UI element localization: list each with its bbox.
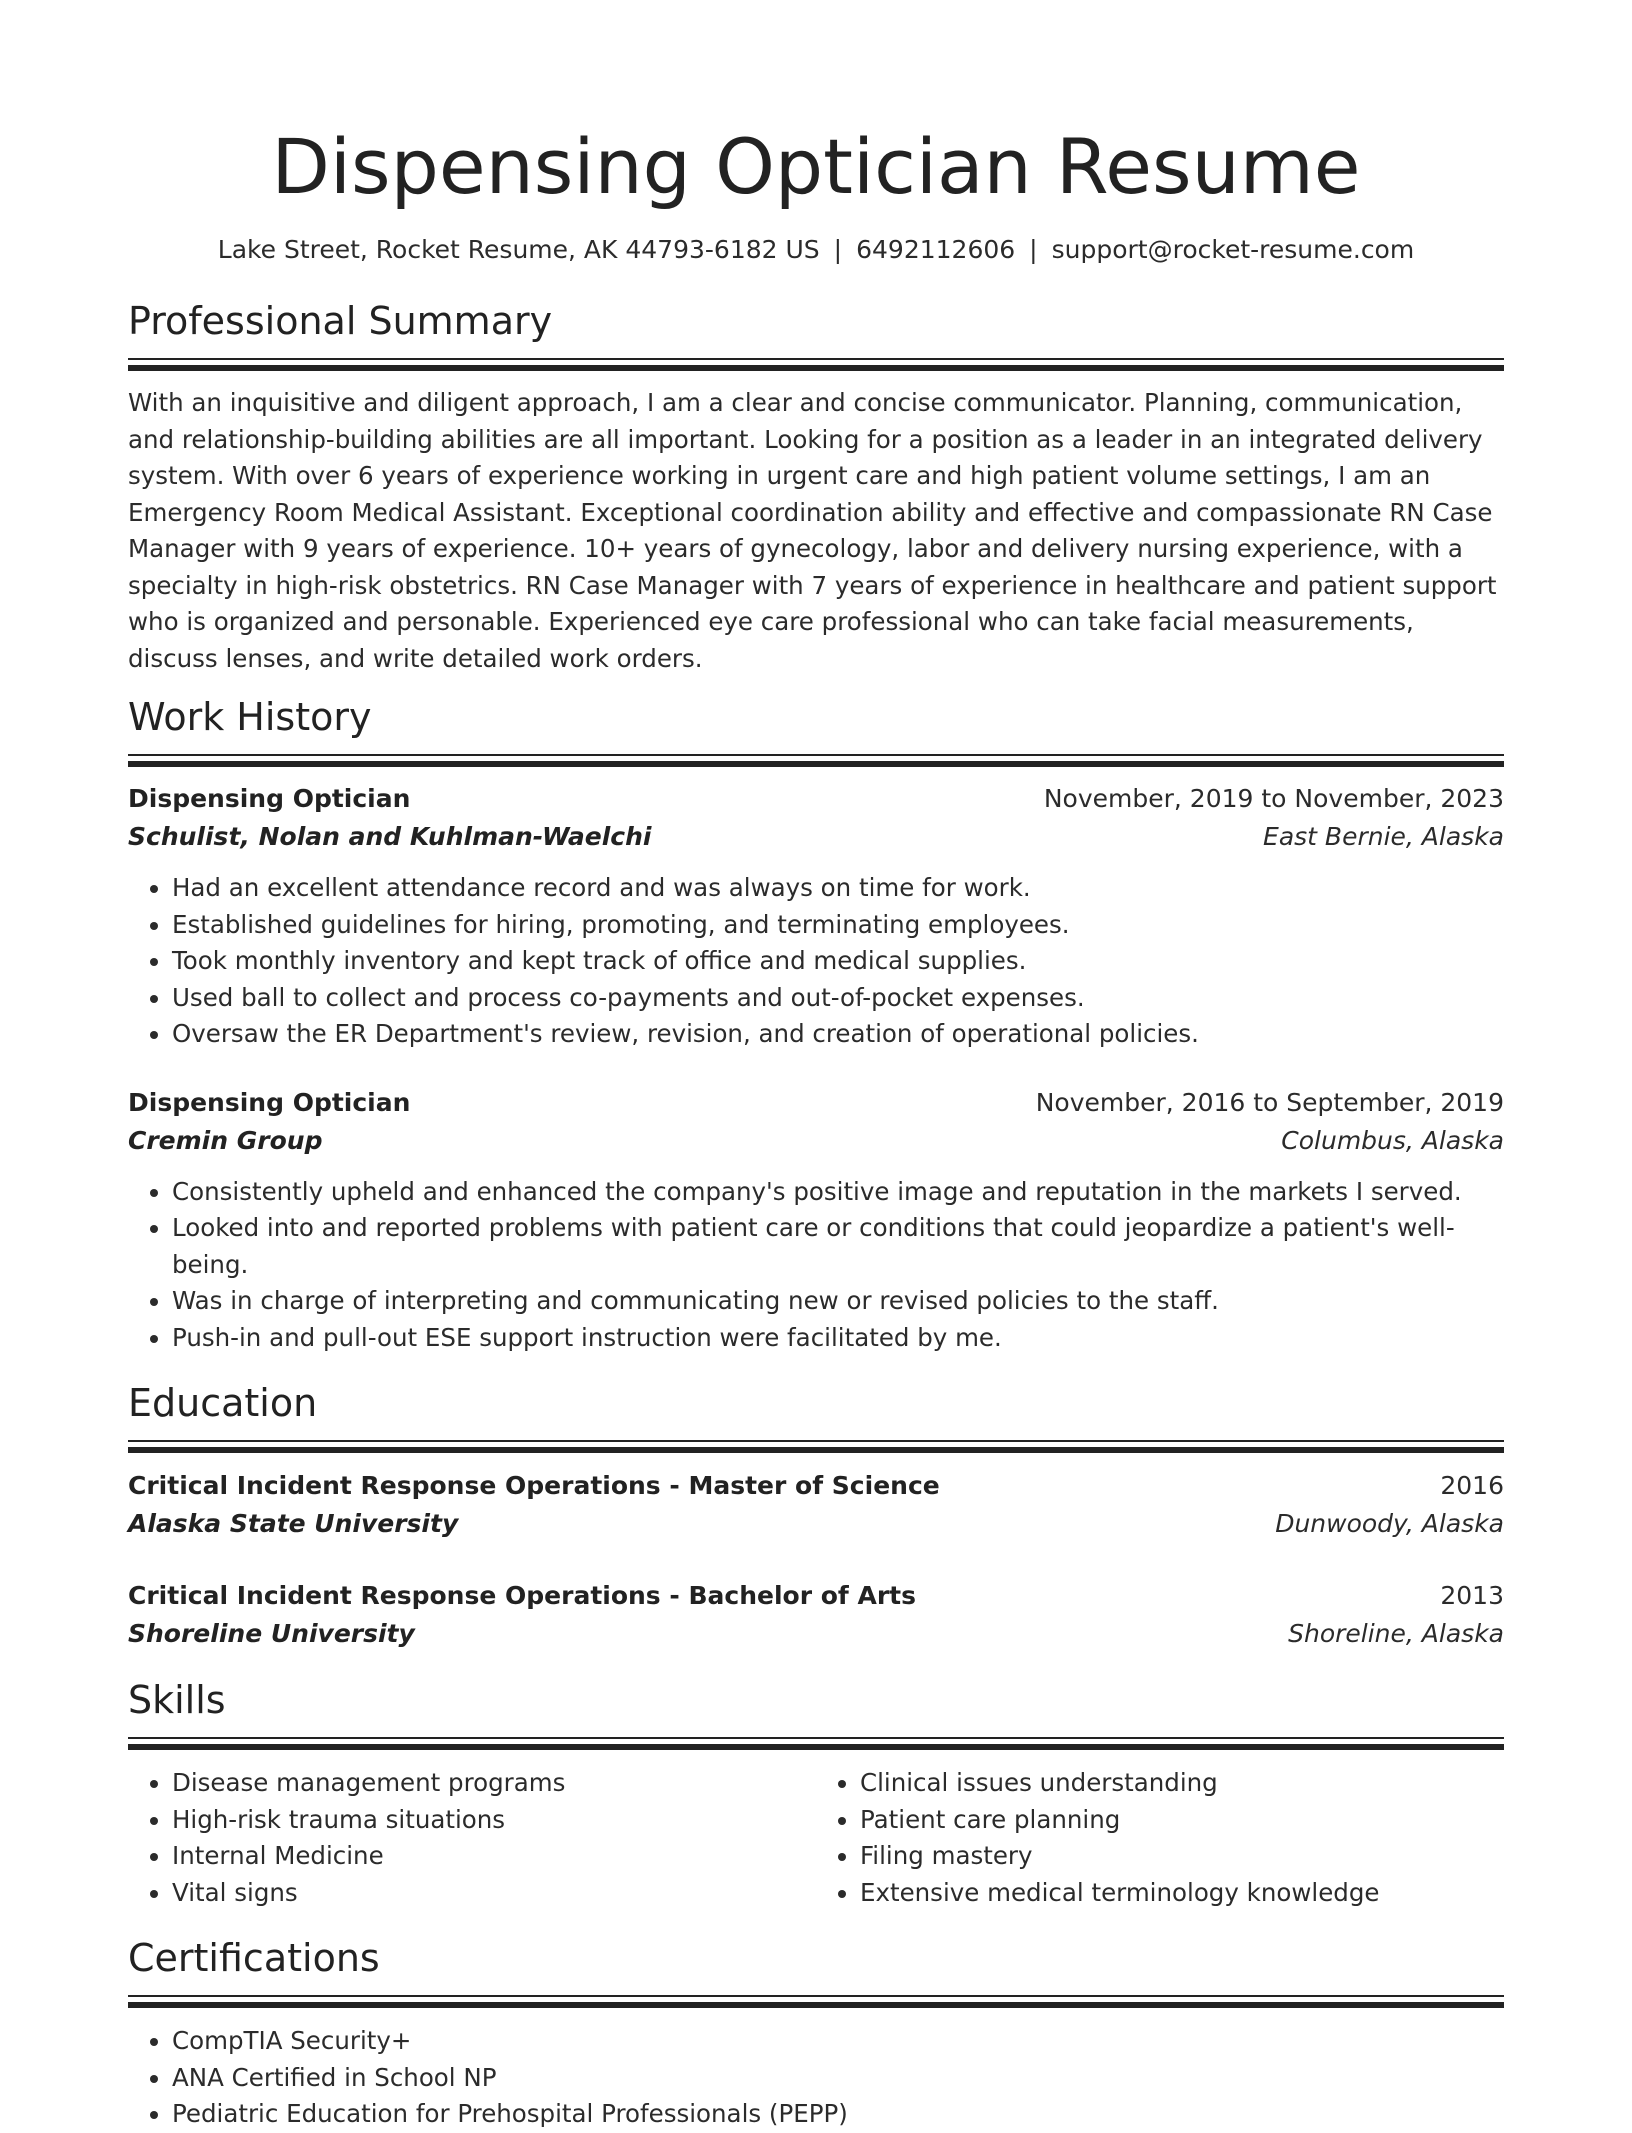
phone: 6492112606 xyxy=(856,235,1016,264)
skill-item: • High-risk trauma situations xyxy=(172,1802,816,1839)
company-name: Cremin Group xyxy=(128,1125,323,1155)
school-name: Shoreline University xyxy=(128,1619,415,1648)
skill-item: • Patient care planning xyxy=(860,1802,1504,1839)
job-dates: November, 2019 to November, 2023 xyxy=(1043,784,1504,813)
certification-item: • ANA Certified in School NP xyxy=(172,2060,1504,2097)
skills-list-right xyxy=(816,1765,1504,1911)
skills-section xyxy=(128,1675,1504,1911)
section-title-summary: Professional Summary xyxy=(128,299,553,343)
job-bullets xyxy=(128,1174,1504,1357)
list-item: • Used ball to collect and process co-payments and out-of-pocket expenses. xyxy=(172,980,1504,1017)
school-location: Dunwoody, Alaska xyxy=(1275,1509,1504,1538)
school-name: Alaska State University xyxy=(128,1509,459,1538)
school-location: Shoreline, Alaska xyxy=(1288,1619,1504,1648)
list-item: • Looked into and reported problems with patient care or conditions that could jeopardize a patient's well-being. xyxy=(172,1210,1504,1283)
resume-page xyxy=(128,0,1504,2133)
section-divider xyxy=(128,1995,1504,2009)
job-dates: November, 2016 to September, 2019 xyxy=(1035,1087,1504,1117)
skill-item: • Disease management programs xyxy=(172,1765,816,1802)
skills-columns xyxy=(128,1765,1504,1911)
section-divider xyxy=(128,754,1504,768)
skill-item: • Internal Medicine xyxy=(172,1838,816,1875)
education-entry xyxy=(128,1467,1504,1543)
job-location: Columbus, Alaska xyxy=(1281,1125,1504,1155)
skill-item: • Filing mastery xyxy=(860,1838,1504,1875)
job-location: East Bernie, Alaska xyxy=(1263,822,1504,851)
education-entry xyxy=(128,1577,1504,1653)
job-title: Dispensing Optician xyxy=(128,1087,411,1117)
section-title-skills: Skills xyxy=(128,1678,226,1722)
education-section xyxy=(128,1378,1504,1653)
skill-item: • Clinical issues understanding xyxy=(860,1765,1504,1802)
resume-title: Dispensing Optician Resume xyxy=(271,122,1361,211)
contact-separator: | xyxy=(833,235,843,264)
section-title-education: Education xyxy=(128,1381,318,1425)
skill-item: • Vital signs xyxy=(172,1875,816,1912)
list-item: • Push-in and pull-out ESE support instruction were facilitated by me. xyxy=(172,1320,1504,1357)
section-title-certifications: Certifications xyxy=(128,1936,380,1980)
work-history-section xyxy=(128,692,1504,1356)
contact-line xyxy=(128,232,1504,268)
contact-separator: | xyxy=(1029,235,1038,264)
list-item: • Established guidelines for hiring, promoting, and terminating employees. xyxy=(172,907,1504,944)
section-divider xyxy=(128,1440,1504,1454)
summary-text: With an inquisitive and diligent approach, I am a clear and concise communicator. Planning, communication, and relationship-building abilities are all important. Looking for a position as a leader in an integrated delivery system. With over 6 years of experience working in urgent care and high patient volume settings, I am an Emergency Room Medical Assistant. Exceptional coordination ability and effective and compassionate RN Case Manager with 9 years of experience. 10+ years of gynecology, labor and delivery nursing experience, with a specialty in high-risk obstetrics. RN Case Manager with 7 years of experience in healthcare and patient support who is organized and personable. Experienced eye care professional who can take facial measurements, discuss lenses, and write detailed work orders. xyxy=(128,388,1497,673)
job-title: Dispensing Optician xyxy=(128,784,411,813)
list-item: • Had an excellent attendance record and was always on time for work. xyxy=(172,870,1504,907)
email: support@rocket-resume.com xyxy=(1051,235,1415,264)
section-divider xyxy=(128,1737,1504,1751)
job-entry xyxy=(128,780,1504,1053)
certification-item: • CompTIA Security+ xyxy=(172,2023,1504,2060)
company-name: Schulist, Nolan and Kuhlman-Waelchi xyxy=(128,822,652,851)
graduation-year: 2013 xyxy=(1440,1581,1504,1610)
list-item: • Consistently upheld and enhanced the company's positive image and reputation in the markets I served. xyxy=(172,1174,1504,1211)
list-item: • Took monthly inventory and kept track of office and medical supplies. xyxy=(172,943,1504,980)
skill-item: • Extensive medical terminology knowledge xyxy=(860,1875,1504,1912)
list-item: • Oversaw the ER Department's review, revision, and creation of operational policies. xyxy=(172,1016,1504,1053)
skills-list-left xyxy=(128,1765,816,1911)
job-entry xyxy=(128,1084,1504,1357)
summary-section xyxy=(128,296,1504,677)
certifications-list xyxy=(128,2023,1504,2133)
certification-item: • Pediatric Education for Prehospital Professionals (PEPP) xyxy=(172,2096,1504,2133)
address: Lake Street, Rocket Resume, AK 44793-6182 US xyxy=(217,235,820,264)
graduation-year: 2016 xyxy=(1440,1471,1504,1500)
certifications-section xyxy=(128,1933,1504,2133)
list-item: • Was in charge of interpreting and communicating new or revised policies to the staff. xyxy=(172,1283,1504,1320)
section-title-work: Work History xyxy=(128,695,372,739)
degree: Critical Incident Response Operations - Master of Science xyxy=(128,1471,940,1500)
section-divider xyxy=(128,358,1504,372)
degree: Critical Incident Response Operations - Bachelor of Arts xyxy=(128,1581,917,1610)
job-bullets xyxy=(128,870,1504,1053)
